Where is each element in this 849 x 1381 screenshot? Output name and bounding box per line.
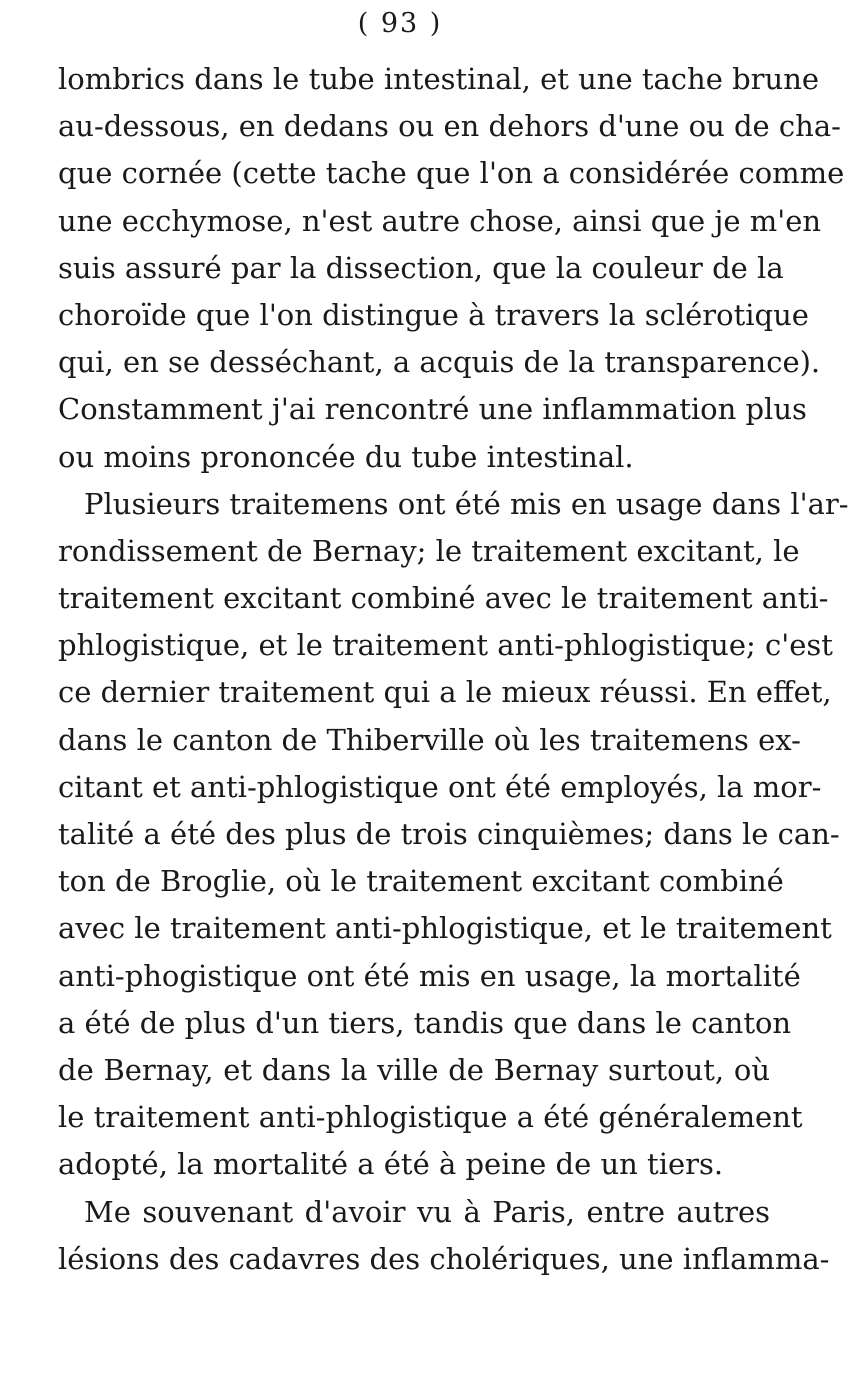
text-line: suis assuré par la dissection, que la couleur de la — [58, 250, 784, 285]
text-line: avec le traitement anti-phlogistique, et le traitement — [58, 911, 832, 946]
text-line: Plusieurs traitemens ont été mis en usage dans l'ar- — [84, 486, 849, 521]
text-line: qui, en se desséchant, a acquis de la transparence). — [58, 345, 821, 380]
text-line: choroïde que l'on distingue à travers la sclérotique — [58, 297, 809, 332]
text-line: Constamment j'ai rencontré une inflammation plus — [58, 392, 807, 427]
text-line: de Bernay, et dans la ville de Bernay surtout, où — [58, 1052, 770, 1087]
text-line: au-dessous, en dedans ou en dehors d'une ou de cha- — [58, 109, 841, 144]
text-line: ou moins prononcée du tube intestinal. — [58, 439, 634, 474]
text-line: dans le canton de Thiberville où les traitemens ex- — [58, 722, 801, 757]
body-text — [58, 56, 849, 1283]
text-line: lésions des cadavres des cholériques, une inflamma- — [58, 1241, 830, 1276]
text-line: ton de Broglie, où le traitement excitant combiné — [58, 864, 784, 899]
text-line: phlogistique, et le traitement anti-phlogistique; c'est — [58, 628, 833, 663]
text-line: le traitement anti-phlogistique a été généralement — [58, 1100, 803, 1135]
text-line: adopté, la mortalité a été à peine de un tiers. — [58, 1147, 724, 1182]
text-line: rondissement de Bernay; le traitement excitant, le — [58, 533, 800, 568]
text-line: talité a été des plus de trois cinquièmes; dans le can- — [58, 817, 840, 851]
page-number: ( 93 ) — [357, 8, 443, 39]
text-line: a été de plus d'un tiers, tandis que dans le canton — [58, 1005, 792, 1040]
text-line: anti-phogistique ont été mis en usage, la mortalité — [58, 958, 801, 993]
text-line: traitement excitant combiné avec le traitement anti- — [58, 581, 829, 616]
text-line: lombrics dans le tube intestinal, et une tache brune — [58, 62, 820, 96]
text-line: ce dernier traitement qui a le mieux réussi. En effet, — [58, 675, 832, 710]
text-line: citant et anti-phlogistique ont été employés, la mor- — [58, 769, 822, 804]
text-line: une ecchymose, n'est autre chose, ainsi que je m'en — [58, 203, 822, 238]
text-line: Me souvenant d'avoir vu à Paris, entre autres — [84, 1194, 770, 1229]
text-line: que cornée (cette tache que l'on a considérée comme — [58, 156, 845, 191]
